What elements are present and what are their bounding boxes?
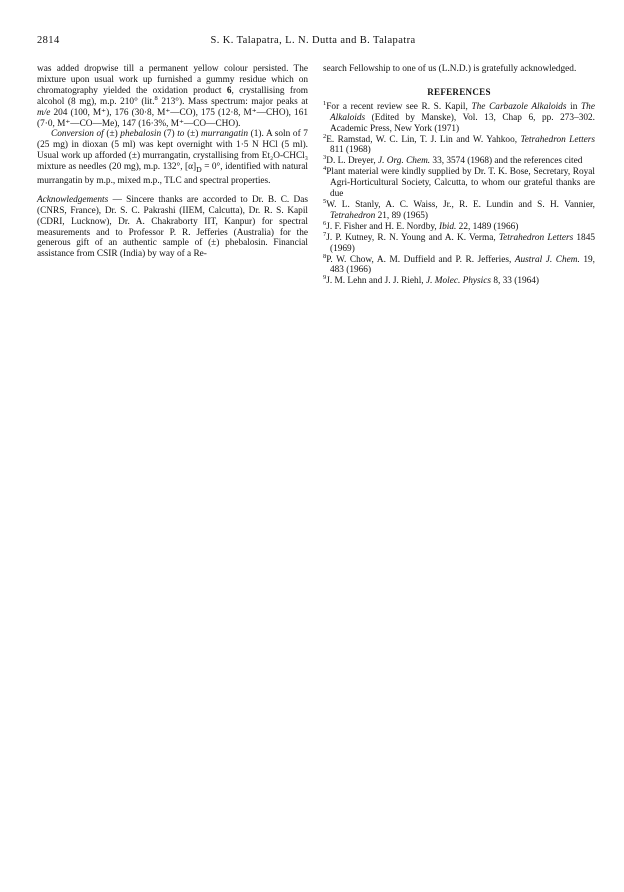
reference-text: Ibid.: [439, 221, 457, 232]
reference-text: 19, 483 (1966): [330, 254, 595, 276]
reference-number: 7: [323, 230, 327, 238]
citation-sup: 8: [154, 94, 158, 102]
compound-number: 6: [226, 85, 232, 96]
running-header-authors: S. K. Talapatra, L. N. Dutta and B. Talapatra: [210, 35, 416, 46]
reference-text: J. Molec. Physics: [425, 276, 491, 287]
reference-number: 5: [323, 197, 327, 205]
reference-text: Tetrahedron Letters: [498, 232, 574, 243]
reference-text: 22, 1489 (1966): [456, 221, 519, 232]
reference-item: [323, 156, 595, 167]
reference-item: [323, 132, 596, 157]
reference-text: in: [566, 101, 582, 112]
reference-text: J. F. Fisher and H. E. Nordby,: [326, 221, 440, 232]
right-column: [323, 64, 595, 287]
conversion-paragraph: Conversion of (±) phebalosin (7) to (±) murrangatin (1). A soln of 7 (25 mg) in dioxan (5 ml) was kept overnight with 1·5 N HCl (5 ml). Usual work up afforded (±) murrangatin, crystallising from Et₂O-CHCl₃ mixture as needles (20 mg), m.p. 132°, $[\alpha]_D = 0^\circ$, identified with natural murrangatin by m.p., mixed m.p., TLC and spectral properties.: [37, 129, 308, 186]
reference-item: [323, 230, 595, 255]
acknowledgements-title: Acknowledgements: [37, 194, 109, 205]
acknowledgement-continuation: search Fellowship to one of us (L.N.D.) is gratefully acknowledged.: [323, 64, 577, 74]
page-number: 2814: [37, 35, 60, 46]
reference-number: 9: [323, 274, 327, 282]
reference-text: 8, 33 (1964): [491, 276, 540, 287]
reference-text: D. L. Dreyer,: [326, 156, 379, 167]
acknowledgements-paragraph: Acknowledgements — Sincere thanks are accorded to Dr. B. C. Das (CNRS, France), Dr. S. C. Pakrashi (IIEM, Calcutta), Dr. R. S. Kapil (CDRI, Lucknow), Dr. A. Chakraborty IIT, Kanpur) for spectral measurements and to Professor P. R. Jefferies (Australia) for the generous gift of an authentic sample of (±) phebalosin. Financial assistance from CSIR (India) by way of a Re-: [37, 194, 308, 260]
reference-number: 8: [323, 252, 327, 260]
reference-text: J. Org. Chem.: [378, 156, 431, 167]
reference-text: Austral J. Chem.: [514, 254, 580, 265]
reference-item: [323, 276, 595, 287]
reference-item: [323, 252, 595, 277]
reference-text: E. Ramstad, W. C. Lin, T. J. Lin and W. Yahkoo,: [326, 134, 521, 145]
oxidation-paragraph: was added dropwise till a permanent yellow colour persisted. The mixture upon usual work up furnished a gummy residue which on chromatography yielded the oxidation product 6, crystallising from alcohol (8 mg), m.p. 210° (lit.$^8$ 213°). Mass spectrum: major peaks at m/e 204 (100, M⁺), 176 (30·8, M⁺—CO), 175 (12·8, M⁺—CHO), 161 (7·0, M⁺—CO—Me), 147 (16·3%, M⁺—CO—CHO).: [37, 64, 308, 129]
reference-text: 1845 (1969): [330, 232, 595, 254]
reference-text: Tetrahedron Letters: [520, 134, 596, 145]
reference-item: [323, 99, 595, 135]
reference-text: Plant material were kindly supplied by Dr. T. K. Bose, Secretary, Royal Agri-Horticultural Society, Calcutta, to whom our grateful thanks are due: [326, 167, 595, 200]
reference-item: [323, 219, 595, 233]
reference-item: [323, 167, 595, 200]
reference-text: W. L. Stanly, A. C. Waiss, Jr., R. E. Lundin and S. H. Vannier,: [326, 199, 595, 210]
reference-number: 2: [323, 132, 327, 140]
reference-number: 3: [323, 154, 327, 162]
reference-item: [323, 197, 595, 222]
reference-text: P. W. Chow, A. M. Duffield and P. R. Jefferies,: [326, 254, 515, 265]
reference-text: 21, 89 (1965): [375, 210, 428, 221]
reference-text: 33, 3574 (1968) and the references cited: [430, 156, 583, 167]
reference-text: For a recent review see R. S. Kapil,: [326, 101, 472, 112]
reference-text: J. M. Lehn and J. J. Riehl,: [326, 276, 426, 287]
references-heading: REFERENCES: [427, 86, 491, 97]
running-header: [37, 35, 589, 49]
reference-number: 1: [323, 99, 327, 107]
reference-text: 811 (1968): [330, 145, 371, 156]
reference-number: 4: [323, 165, 327, 173]
references-list: [323, 99, 596, 287]
left-column: [37, 64, 308, 260]
reference-number: 6: [323, 219, 327, 227]
reference-text: J. P. Kutney, R. N. Young and A. K. Verma,: [326, 232, 499, 243]
reference-text: The Carbazole Alkaloids: [471, 101, 567, 112]
reference-text: (Edited by Manske), Vol. 13, Chap 6, pp. 273–302. Academic Press, New York (1971): [330, 112, 595, 134]
reference-text: The Alkaloids: [330, 101, 595, 123]
reference-text: Tetrahedron: [330, 210, 376, 221]
